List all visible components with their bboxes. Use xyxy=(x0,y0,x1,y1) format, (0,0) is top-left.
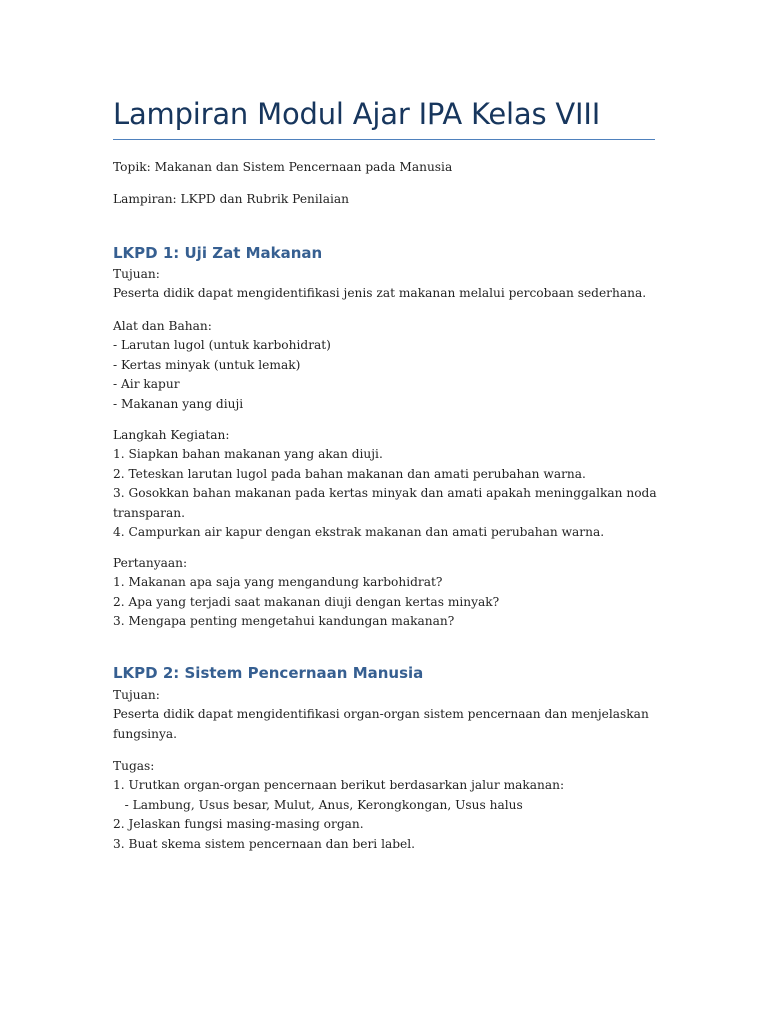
lkpd1-step-item: 1. Siapkan bahan makanan yang akan diuji. xyxy=(113,447,383,462)
lkpd1-step-item: 2. Teteskan larutan lugol pada bahan makanan dan amati perubahan warna. xyxy=(113,466,586,481)
title-underline xyxy=(113,139,655,140)
lkpd1-heading: LKPD 1: Uji Zat Makanan xyxy=(113,244,323,262)
lkpd2-heading: LKPD 2: Sistem Pencernaan Manusia xyxy=(113,664,424,682)
lkpd2-goal-text: Peserta didik dapat mengidentifikasi organ-organ sistem pencernaan dan menjelaskan xyxy=(113,707,649,722)
topic-text: Topik: Makanan dan Sistem Pencernaan pada Manusia xyxy=(113,160,453,174)
lkpd1-question-item: 1. Makanan apa saja yang mengandung karbohidrat? xyxy=(113,575,443,590)
topic-line xyxy=(113,158,452,177)
lkpd2-goal-label: Tujuan: xyxy=(113,688,160,702)
lkpd2-task-item: 3. Buat skema sistem pencernaan dan beri label. xyxy=(113,836,416,851)
lkpd2-goal-text-continued: fungsinya. xyxy=(113,726,178,741)
lkpd2-task-subitem: - Lambung, Usus besar, Mulut, Anus, Kerongkongan, Usus halus xyxy=(113,797,523,812)
lkpd2-tasks-label: Tugas: xyxy=(113,759,155,773)
lkpd1-step-item-continued: transparan. xyxy=(113,505,185,520)
lkpd1-materials xyxy=(113,317,331,414)
lkpd1-goal xyxy=(113,265,646,304)
attachment-text: Lampiran: LKPD dan Rubrik Penilaian xyxy=(113,192,349,206)
lkpd1-material-item: - Air kapur xyxy=(113,377,180,392)
lkpd1-material-item: - Larutan lugol (untuk karbohidrat) xyxy=(113,338,331,353)
lkpd2-task-item: 1. Urutkan organ-organ pencernaan berikut berdasarkan jalur makanan: xyxy=(113,778,565,793)
document-title: Lampiran Modul Ajar IPA Kelas VIII xyxy=(113,97,601,131)
attachment-line xyxy=(113,190,349,209)
lkpd2-task-item: 2. Jelaskan fungsi masing-masing organ. xyxy=(113,817,364,832)
lkpd1-steps-label: Langkah Kegiatan: xyxy=(113,428,230,442)
lkpd1-goal-label: Tujuan: xyxy=(113,267,160,281)
lkpd1-material-item: - Kertas minyak (untuk lemak) xyxy=(113,357,301,372)
lkpd1-materials-label: Alat dan Bahan: xyxy=(113,319,212,333)
lkpd1-steps xyxy=(113,426,657,542)
lkpd1-question-item: 3. Mengapa penting mengetahui kandungan makanan? xyxy=(113,614,455,629)
lkpd2-tasks xyxy=(113,757,564,854)
lkpd2-goal xyxy=(113,686,649,744)
lkpd1-questions xyxy=(113,554,499,632)
lkpd1-goal-text: Peserta didik dapat mengidentifikasi jenis zat makanan melalui percobaan sederhana. xyxy=(113,286,647,301)
lkpd1-question-item: 2. Apa yang terjadi saat makanan diuji dengan kertas minyak? xyxy=(113,594,500,609)
lkpd1-material-item: - Makanan yang diuji xyxy=(113,396,244,411)
lkpd1-step-item: 4. Campurkan air kapur dengan ekstrak makanan dan amati perubahan warna. xyxy=(113,524,605,539)
lkpd1-step-item: 3. Gosokkan bahan makanan pada kertas minyak dan amati apakah meninggalkan noda xyxy=(113,486,657,501)
lkpd1-questions-label: Pertanyaan: xyxy=(113,556,188,570)
